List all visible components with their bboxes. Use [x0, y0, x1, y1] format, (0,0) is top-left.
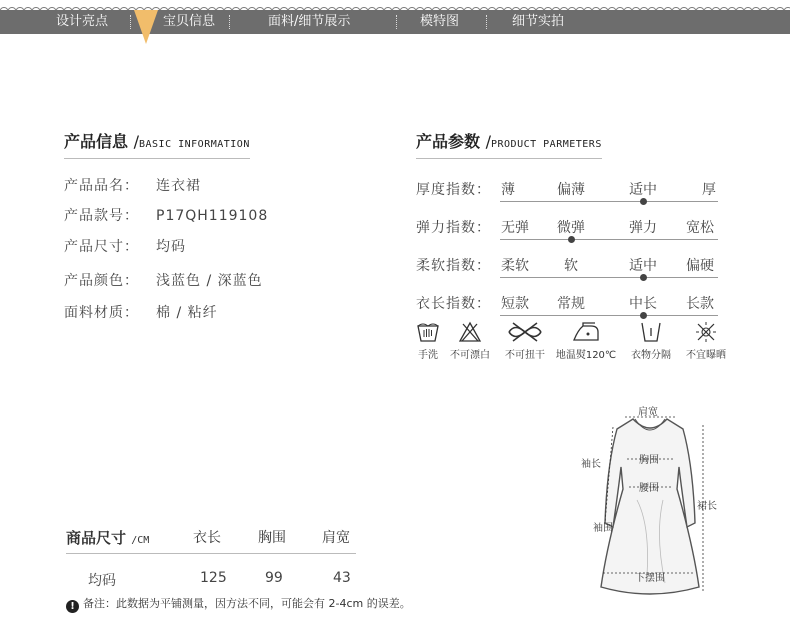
nav-separator	[229, 15, 230, 29]
diagram-label-waist: 腰围	[639, 483, 659, 494]
care-label: 不宜曝晒	[686, 350, 726, 361]
nav-item-fabric-details[interactable]: 面料/细节展示	[268, 14, 351, 29]
hand-wash-icon	[416, 320, 440, 344]
size-row-size: 均码	[88, 573, 116, 589]
param-option: 短款	[501, 296, 529, 312]
param-selected-marker	[640, 312, 647, 319]
nav-separator	[486, 15, 487, 29]
info-row-size	[64, 236, 186, 256]
param-scale-line	[500, 315, 718, 316]
no-bleach-icon	[458, 320, 482, 344]
info-label: 面料材质：	[64, 305, 139, 321]
info-value: 均码	[156, 239, 186, 255]
diagram-label-cuff: 袖围	[593, 523, 613, 534]
nav-item-model-photos[interactable]: 模特图	[420, 14, 460, 29]
title-slash: /	[485, 132, 491, 151]
dress-illustration	[575, 405, 725, 605]
size-col-shoulder: 肩宽	[322, 530, 350, 546]
param-option: 微弹	[557, 220, 585, 236]
diagram-label-length: 裙长	[697, 501, 717, 512]
nav-separator	[396, 15, 397, 29]
param-option: 薄	[501, 182, 515, 198]
size-row-shoulder: 43	[333, 570, 351, 586]
param-option: 长款	[686, 296, 714, 312]
param-label: 弹力指数：	[416, 220, 491, 236]
info-label: 产品尺寸：	[64, 239, 139, 255]
product-params-title	[416, 129, 602, 152]
care-label: 不可扭干	[505, 350, 545, 361]
size-table-title	[66, 527, 149, 548]
param-option: 适中	[629, 258, 657, 274]
param-selected-marker	[568, 236, 575, 243]
size-row-chest: 99	[265, 570, 283, 586]
product-params-heading: 产品参数	[416, 132, 481, 151]
info-row-name	[64, 175, 201, 195]
diagram-label-hem: 下摆围	[635, 573, 665, 584]
nav-item-product-info[interactable]: 宝贝信息	[163, 14, 216, 29]
measurement-note	[66, 595, 411, 613]
info-value: P17QH119108	[156, 208, 269, 224]
param-label: 厚度指数：	[416, 182, 491, 198]
param-option: 中长	[629, 296, 657, 312]
separate-wash-icon	[639, 320, 663, 344]
warning-icon: !	[66, 600, 79, 613]
care-label: 地温熨120℃	[555, 350, 617, 361]
param-option: 偏薄	[557, 182, 585, 198]
diagram-label-shoulder: 肩宽	[638, 407, 658, 418]
info-row-color	[64, 270, 263, 290]
size-table-divider	[66, 553, 356, 554]
nav-separator	[130, 15, 131, 29]
care-item-separate-wash	[625, 320, 677, 361]
param-option: 偏硬	[686, 258, 714, 274]
param-option: 柔软	[501, 258, 529, 274]
decorative-top-border	[0, 0, 790, 10]
product-info-underline	[64, 158, 250, 159]
param-label: 衣长指数：	[416, 296, 491, 312]
size-col-length: 衣长	[193, 530, 221, 546]
param-option: 软	[564, 258, 578, 274]
care-label: 不可漂白	[450, 350, 490, 361]
title-slash: /	[133, 132, 139, 151]
care-label: 衣物分隔	[631, 350, 671, 361]
info-label: 产品颜色：	[64, 273, 139, 289]
param-option: 厚	[702, 182, 716, 198]
param-scale-line	[500, 239, 718, 240]
product-info-title	[64, 129, 250, 152]
param-option: 宽松	[686, 220, 714, 236]
diagram-label-chest: 胸围	[639, 455, 659, 466]
nav-bar	[0, 10, 790, 34]
param-label: 柔软指数：	[416, 258, 491, 274]
info-value: 连衣裙	[156, 178, 201, 194]
info-label: 产品款号：	[64, 208, 139, 224]
info-value: 浅蓝色 / 深蓝色	[156, 273, 263, 289]
note-text: 备注：此数据为平铺测量，因方法不同，可能会有 2-4cm 的误差。	[83, 597, 411, 610]
care-label: 手洗	[418, 350, 438, 361]
size-row-length: 125	[200, 570, 227, 586]
diagram-label-sleeve: 袖长	[581, 459, 601, 470]
product-info-subtitle: BASIC INFORMATION	[138, 139, 250, 150]
param-option: 无弹	[501, 220, 529, 236]
care-item-hand-wash	[413, 320, 443, 361]
dress-outline	[601, 419, 699, 594]
no-sun-dry-icon	[694, 320, 718, 344]
size-table-unit: /CM	[131, 535, 150, 546]
dress-measurement-diagram	[575, 405, 725, 609]
param-scale-line	[500, 277, 718, 278]
param-option: 适中	[629, 182, 657, 198]
param-option: 常规	[557, 296, 585, 312]
info-row-style-no	[64, 205, 268, 225]
care-item-no-bleach	[445, 320, 495, 361]
size-table-heading: 商品尺寸	[66, 529, 127, 547]
active-nav-arrow-icon	[134, 10, 158, 44]
param-scale-line	[500, 201, 718, 202]
param-selected-marker	[640, 274, 647, 281]
nav-item-detail-shots[interactable]: 细节实拍	[512, 14, 565, 29]
care-item-no-sun-dry	[680, 320, 732, 361]
size-col-chest: 胸围	[258, 530, 286, 546]
nav-item-design-highlights[interactable]: 设计亮点	[56, 14, 109, 29]
product-params-subtitle: PRODUCT PARMETERS	[490, 139, 602, 150]
param-option: 弹力	[629, 220, 657, 236]
info-row-material	[64, 302, 218, 322]
product-info-heading: 产品信息	[64, 132, 129, 151]
product-params-underline	[416, 158, 602, 159]
low-iron-icon	[571, 320, 601, 344]
no-wring-icon	[505, 320, 545, 344]
care-item-low-iron	[554, 320, 618, 361]
param-selected-marker	[640, 198, 647, 205]
info-value: 棉 / 粘纤	[156, 305, 218, 321]
care-item-no-wring	[500, 320, 550, 361]
info-label: 产品品名：	[64, 178, 139, 194]
